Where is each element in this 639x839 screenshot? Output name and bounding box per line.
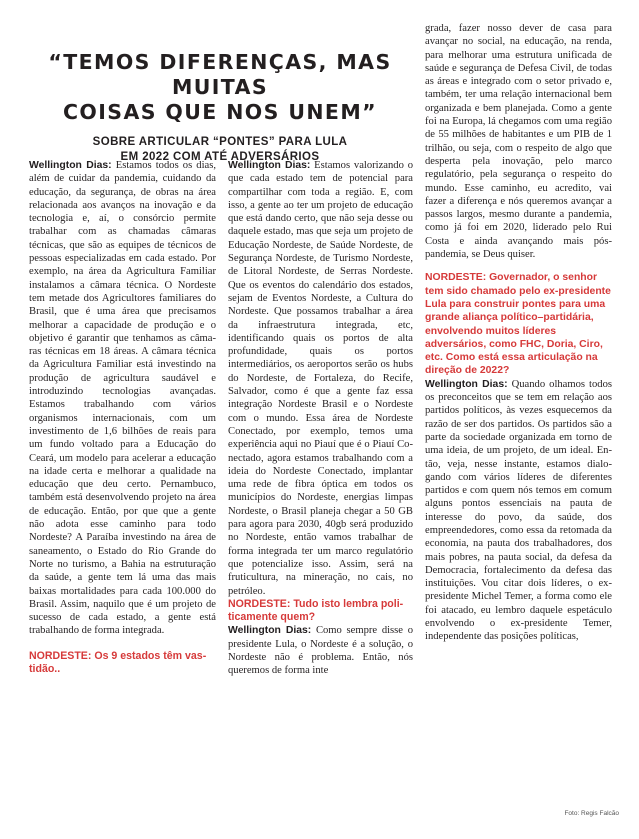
- answer-text: Quando olhamos todos os preconceitos que se tem em relação aos partidos políticos, às vezes esquecemos da razão de ser dos partidos. Os partidos são a parte da sociedade organizada em torno de uma ideia, de um projeto, de um ideal. Então, veja, nesse instante, estamos dialogando com vários líderes de diferentes partidos e com quem nós temos em comum alguns pontos essenciais na pauta de interesse do povo, da saúde, dos empreendedores, como essa da retomada da economia, na pauta dos trabalhadores, dos mais pobres, na pauta social, da defesa da Democracia, fortalecimento da defesa das instituições. Vou citar dois líderes, o ex-presidente Michel Temer, a forma como ele foi atacado, eu lembro daquele espetáculo envolvendo o ex-presidente Temer, independente das posições políticas,: [425, 378, 613, 643]
- question: NORDESTE: Os 9 estados têm vastidão..: [29, 649, 207, 675]
- speaker-label: Wellington Dias:: [29, 160, 112, 171]
- answer-text: Estamos todos os dias, além de cuidar da pandemia, cuidando da educação, da segurança, de obras na área relacionada aos avanços na inovação e da tecnologia e, aí, o consórcio permite trabalhar com as chamadas câmaras técnicas, que são as equipes de técnicos de pessoas especializadas em cada estado. Por exemplo, na área da Agricultura Familiar instalamos a câmara técnica. O Nordeste tem metade dos Agricultores familiares do Brasil, que é uma área que precisamos melhorar a capacidade de produção e o objetivo é garantir que tenhamos as câmaras técnicas em 18 áreas. A câmara técnica da Agricultura Familiar está investindo na produção de agricultura saudável e introduzindo tecnologias avançadas. Estamos trabalhando com vários organismos internacionais, com um investimento de 1,6 bilhões de reais para um fundo voltado para a Educação do Ceará, um modelo para acelerar a educação na idade certa e melhorar a qualidade na educação que deu certo. Pernambuco, também está desenvolvendo projeto na área de educação. Então, por que que a gente não adota esse caminho para todo Nordeste? A Paraíba investindo na área de saneamento, o Estado do Rio Grande do Norte no turismo, a Bahia na estruturação da saúde, a gente tem lá uma das mais baixas mortalidades para cada 100.000 do Brasil. Assim, naquilo que é um projeto de sucesso de cada estado, a gente está trabalhando de forma integrada.: [29, 160, 217, 637]
- answer-paragraph: [228, 624, 413, 677]
- headline: “TEMOS DIFERENÇAS, MAS MUITAS COISAS QUE NOS UNEM”: [48, 50, 392, 124]
- answer-text: Como sempre disse o presidente Lula, o Nordeste é a solução, o Nordeste não é problema. Então, nós queremos de forma inte: [228, 625, 413, 677]
- text-column-1: [29, 159, 216, 676]
- answer-paragraph: [228, 159, 413, 598]
- question: NORDESTE: Tudo isto lembra politicamente quem?: [228, 597, 404, 624]
- answer-continuation: grada, fazer nosso dever de casa para avançar no social, na educação, na renda, para melhorar uma estrutura unificada de saúde e segurança de Defesa Civil, de todas as áreas e integrado com o setor privado e, também, ter uma relação internacional bem organizada e bem planejada. Como a gente foi na Europa, lá chegamos com uma região de 55 milhões de habitantes e um PIB de 1 trilhão, ou seja, com o respeito de algo que desperta pela inovação, pelo marco regulatório, pela segurança o respeito do mundo. Esse caminho, eu acredito, vai fazer a diferença e nós queremos avançar a passos largos, mesmo durante a pandemia, como já foi em 2020, liderado pelo Rui Costa e ainda avançando mais pós-pandemia, se Deus quiser.: [425, 23, 612, 261]
- answer-paragraph: [29, 159, 216, 638]
- photo-credit: Foto: Regis Falcão: [564, 810, 619, 817]
- text-column-3: [425, 22, 612, 644]
- subheadline: SOBRE ARTICULAR “PONTES” PARA LULA EM 2022 COM ATÉ ADVERSÁRIOS: [92, 136, 348, 163]
- text-column-2: [228, 159, 413, 678]
- answer-paragraph: [425, 378, 612, 644]
- answer-text: Estamos valorizando o que cada estado tem de potencial para compartilhar com toda a região. E, com isso, a gente ao ter um projeto de educação que está dando certo, que não seja desse ou daquele estado, mas que seja um projeto de Educação Nordeste, de Saúde Nordeste, de Segurança Nordeste, de Turismo Nordeste, de Litoral Nordeste, de Serras Nordeste. Que os eventos do calendário dos estados, sejam de Eventos Nordeste, a Cultura do Nordeste. Que possamos trabalhar a área da infraestrutura integrada, etc, identificando quais os portos de alta profundidade, quais os portos intermediários, os aeroportos serão os hubs do Nordeste, de Fortaleza, do Recife, Salvador, como é que a gente faz essa integração Nordeste Brasil e o Nordeste com o mundo. Essa área de Nordeste Conectado, por exemplo, temos uma experiência aqui no Piauí que é o Piauí Conectado, agora estamos trabalhando com a ideia do Nordeste Conectado, implantar uma rede de fibra óptica em todos os municípios do Nordeste, energias limpas Nordeste, o Brasil planeja chegar a 50 GB para agora para 2030, 40gb será produzido no Nordeste, então vamos trabalhar de forma integrada ter um marco regulatório que potencialize isso. Assim, será na fruticultura, na mineração, no cais, no petróleo.: [228, 160, 414, 597]
- speaker-label: Wellington Dias:: [425, 378, 508, 390]
- speaker-label: Wellington Dias:: [228, 625, 312, 637]
- question: NORDESTE: Governador, o senhor tem sido chamado pelo ex-presidente Lula para construir pontes para uma grande aliança político–partidária, envolvendo muitos líderes adversários, como FHC, Doria, Ciro, etc. Como está essa articulação na direção de 2022?: [425, 272, 611, 377]
- headline-block: [28, 50, 412, 165]
- speaker-label: Wellington Dias:: [228, 160, 311, 171]
